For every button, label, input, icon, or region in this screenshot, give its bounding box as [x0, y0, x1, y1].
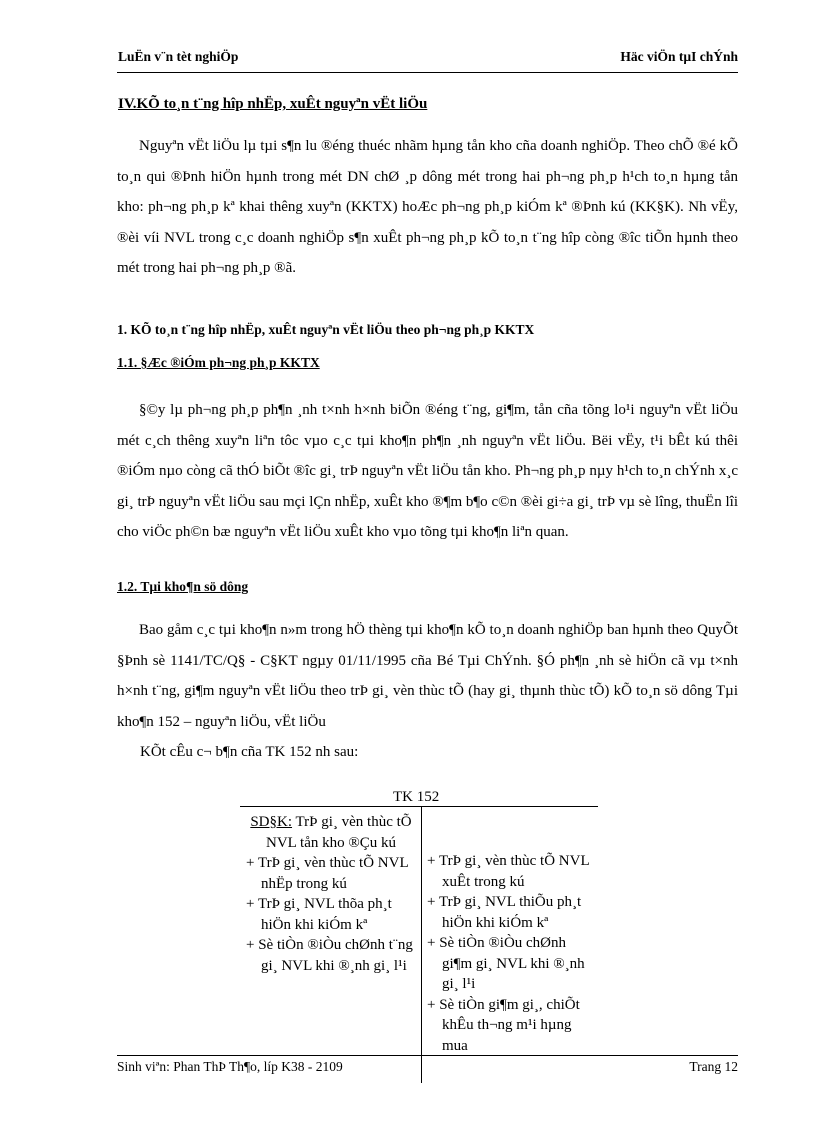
subsection-heading-1-2: 1.2. Tµi kho¶n sö dông [117, 579, 249, 594]
debit-entry: + Sè tiÒn ®iÒu chØnh t¨ng gi¸ NVL khi ®¸nh gi¸ l¹i [246, 937, 413, 974]
opening-balance-text: TrÞ gi¸ vèn thùc tÕ NVL tån kho ®Çu kú [266, 814, 412, 851]
credit-entry: + TrÞ gi¸ NVL thiÕu ph¸t hiÖn khi kiÓm kª [427, 894, 582, 931]
opening-balance [246, 812, 416, 853]
subsection-heading-1: 1. KÕ to¸n t¨ng hîp nhËp, xuÊt nguyªn vËt liÖu theo ph¬ng ph¸p KKTX [117, 322, 535, 337]
footer-student: Sinh viªn: Phan ThÞ Th¶o, líp K38 - 2109 [117, 1059, 343, 1074]
section-title: IV.KÕ to¸n t¨ng hîp nhËp, xuÊt nguyªn vËt liÖu [118, 96, 428, 112]
running-header-academy: Häc viÖn tµI chÝnh [620, 49, 738, 64]
footer-divider [117, 1055, 738, 1056]
credit-entry: + Sè tiÒn gi¶m gi¸, chiÕt khÊu th¬ng m¹i hµng mua [427, 996, 580, 1054]
page-number: Trang 12 [689, 1059, 738, 1074]
running-header-thesis: LuËn v¨n tèt nghiÖp [118, 49, 239, 64]
debit-entry: + TrÞ gi¸ NVL thõa ph¸t hiÖn khi kiÓm kª [246, 896, 392, 933]
t-account-debit-side [246, 812, 416, 976]
paragraph-kktx-features: §©y lµ ph¬ng ph¸p ph¶n ¸nh t×nh h×nh biÕn ®éng t¨ng, gi¶m, tån cña tõng lo¹i nguyªn vËt liÖu mét c¸ch thêng xuyªn liªn tôc vµo c¸c tµi kho¶n ph¶n ¸nh nguyªn vËt liÖu. Bëi vËy, t¹i bÊt kú thêi ®iÓm nµo còng cã thÓ biÕt ®îc gi¸ trÞ nguyªn vËt liÖu tån kho. Ph¬ng ph¸p nµy h¹ch to¸n chÝnh x¸c gi¸ trÞ nguyªn vËt liÖu sau mçi lÇn nhËp, xuÊt kho ®¶m b¶o c©n ®èi gi÷a gi¸ trÞ vµ sè lîng, thuËn lîi cho viÖc ph©n bæ nguyªn vËt liÖu xuÊt kho vµo tõng tµi kho¶n liªn quan. [117, 402, 738, 540]
debit-entry: + TrÞ gi¸ vèn thùc tÕ NVL nhËp trong kú [246, 855, 409, 892]
t-account-title: TK 152 [393, 789, 440, 805]
header-divider [117, 72, 738, 73]
subsection-heading-1-1: 1.1. §Æc ®iÓm ph¬ng ph¸p KKTX [117, 355, 320, 370]
structure-intro-line: KÕt cÊu c¬ b¶n cña TK 152 nh sau: [140, 744, 359, 760]
t-account-horizontal-rule [240, 806, 598, 807]
t-account-credit-side [427, 851, 595, 1056]
t-account-vertical-rule [421, 806, 422, 1083]
paragraph-intro: Nguyªn vËt liÖu lµ tµi s¶n lu ®éng thuéc nhãm hµng tån kho cña doanh nghiÖp. Theo chÕ ®é kÕ to¸n qui ®Þnh hiÖn hµnh trong mét DN chØ ¸p dông mét trong hai ph¬ng ph¸p h¹ch to¸n hµng tån kho: ph¬ng ph¸p kª khai thêng xuyªn (KKTX) hoÆc ph¬ng ph¸p kiÓm kª ®Þnh kú (KK§K). Nh vËy, ®èi víi NVL trong c¸c doanh nghiÖp s¶n xuÊt ph¬ng ph¸p kÕ to¸n t¨ng hîp còng ®îc tiÕn hµnh theo mét trong hai ph¬ng ph¸p ®ã. [117, 138, 738, 276]
opening-balance-label: SD§K: [250, 814, 293, 830]
credit-entry: + TrÞ gi¸ vèn thùc tÕ NVL xuÊt trong kú [427, 853, 590, 890]
paragraph-accounts-used: Bao gåm c¸c tµi kho¶n n»m trong hÖ thèng tµi kho¶n kÕ to¸n doanh nghiÖp ban hµnh theo QuyÕt §Þnh sè 1141/TC/Q§ - C§KT ngµy 01/11/1995 cña Bé Tµi ChÝnh. §Ó ph¶n ¸nh sè hiÖn cã vµ t×nh h×nh t¨ng, gi¶m nguyªn vËt liÖu theo trÞ gi¸ vèn thùc tÕ (hay gi¸ thµnh thùc tÕ) kÕ to¸n sö dông Tµi kho¶n 152 – nguyªn liÖu, vËt liÖu [117, 622, 738, 730]
credit-entry: + Sè tiÒn ®iÒu chØnh gi¶m gi¸ NVL khi ®¸nh gi¸ l¹i [427, 935, 585, 992]
